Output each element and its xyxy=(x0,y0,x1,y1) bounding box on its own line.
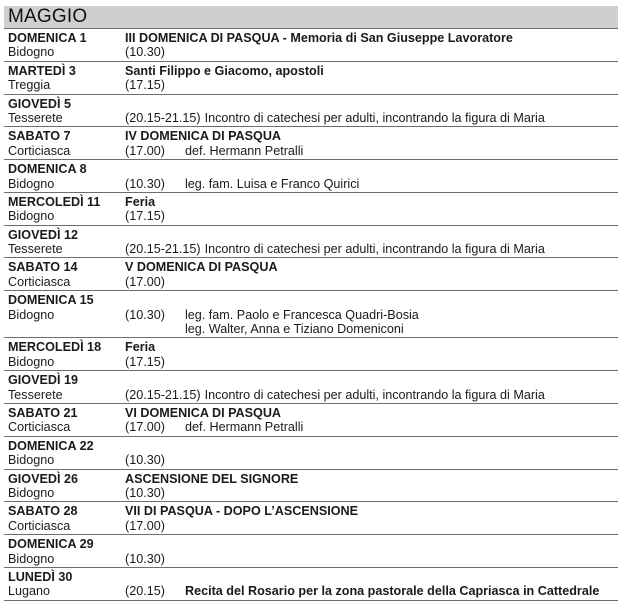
entry-place: Corticiasca xyxy=(8,420,71,435)
schedule-entry xyxy=(4,404,618,437)
schedule-entry xyxy=(4,338,618,371)
entry-list xyxy=(4,29,618,601)
entry-place: Bidogno xyxy=(8,209,55,224)
entry-detail-row xyxy=(8,388,618,402)
entry-note: leg. fam. Luisa e Franco Quirici xyxy=(185,176,360,191)
entry-time: (10.30) xyxy=(125,176,165,191)
entry-time: (17.15) xyxy=(125,354,165,369)
entry-note: Incontro di catechesi per adulti, incontrando la figura di Maria xyxy=(204,110,545,125)
entry-day: DOMENICA 1 xyxy=(8,31,87,45)
entry-title: Feria xyxy=(125,340,156,355)
schedule-entry xyxy=(4,95,618,128)
entry-day-row xyxy=(8,64,618,78)
entry-note-row xyxy=(8,322,618,336)
entry-note: def. Hermann Petralli xyxy=(185,420,304,435)
entry-day: MERCOLEDÌ 11 xyxy=(8,194,101,209)
entry-place: Tesserete xyxy=(8,110,63,125)
entry-day: GIOVEDÌ 26 xyxy=(8,471,78,486)
entry-day: GIOVEDÌ 19 xyxy=(8,373,78,388)
entry-day-row xyxy=(8,293,618,307)
entry-time: (17.15) xyxy=(125,209,165,224)
entry-time: (10.30) xyxy=(125,45,165,60)
entry-day-row xyxy=(8,162,618,176)
entry-day: DOMENICA 29 xyxy=(8,537,94,552)
entry-day-row xyxy=(8,537,618,551)
entry-detail-row xyxy=(8,111,618,125)
entry-place: Tesserete xyxy=(8,387,63,402)
calendar-page xyxy=(4,0,618,601)
entry-place: Corticiasca xyxy=(8,274,71,289)
entry-day: DOMENICA 15 xyxy=(8,293,94,308)
entry-day: SABATO 28 xyxy=(8,504,78,519)
entry-day: DOMENICA 8 xyxy=(8,162,87,177)
entry-day-row xyxy=(8,472,618,486)
entry-detail-row xyxy=(8,275,618,289)
entry-place: Bidogno xyxy=(8,485,55,500)
entry-time: (10.30) xyxy=(125,485,165,500)
entry-place: Bidogno xyxy=(8,354,55,369)
schedule-entry xyxy=(4,291,618,338)
entry-title: III DOMENICA DI PASQUA - Memoria di San Giuseppe Lavoratore xyxy=(125,31,513,45)
entry-time: (17.00) xyxy=(125,274,165,289)
entry-day: MARTEDÌ 3 xyxy=(8,63,76,78)
entry-title: Feria xyxy=(125,194,156,209)
entry-place: Bidogno xyxy=(8,45,55,60)
schedule-entry xyxy=(4,371,618,404)
entry-detail-row xyxy=(8,177,618,191)
entry-title: IV DOMENICA DI PASQUA xyxy=(125,129,282,144)
entry-place: Bidogno xyxy=(8,307,55,322)
schedule-entry xyxy=(4,226,618,259)
entry-title: VII DI PASQUA - DOPO L’ASCENSIONE xyxy=(125,504,359,519)
entry-day: SABATO 21 xyxy=(8,405,78,420)
entry-time: (10.30) xyxy=(125,453,165,468)
entry-title: ASCENSIONE DEL SIGNORE xyxy=(125,471,299,486)
schedule-entry xyxy=(4,127,618,160)
entry-title: VI DOMENICA DI PASQUA xyxy=(125,405,282,420)
month-header: MAGGIO xyxy=(4,6,618,29)
entry-note: Incontro di catechesi per adulti, incontrando la figura di Maria xyxy=(204,387,545,402)
schedule-entry xyxy=(4,502,618,535)
entry-time: (10.30) xyxy=(125,551,165,566)
entry-detail-row xyxy=(8,486,618,500)
entry-title: Santi Filippo e Giacomo, apostoli xyxy=(125,63,324,78)
entry-detail-row xyxy=(8,355,618,369)
entry-day: DOMENICA 22 xyxy=(8,438,94,453)
schedule-entry xyxy=(4,437,618,470)
entry-place: Bidogno xyxy=(8,551,55,566)
entry-time: (10.30) xyxy=(125,307,165,322)
entry-note: leg. fam. Paolo e Francesca Quadri-Bosia xyxy=(185,307,419,322)
entry-note: leg. Walter, Anna e Tiziano Domeniconi xyxy=(185,322,404,337)
entry-time: (17.00) xyxy=(125,143,165,158)
schedule-entry xyxy=(4,535,618,568)
entry-day: SABATO 7 xyxy=(8,129,71,144)
entry-place: Lugano xyxy=(8,584,51,599)
entry-day-row xyxy=(8,195,618,209)
entry-day: MERCOLEDÌ 18 xyxy=(8,340,102,355)
entry-day-row xyxy=(8,31,618,45)
entry-detail-row xyxy=(8,519,618,533)
entry-title: V DOMENICA DI PASQUA xyxy=(125,260,278,275)
entry-time: (17.00) xyxy=(125,518,165,533)
entry-day-row xyxy=(8,406,618,420)
entry-detail-row xyxy=(8,584,618,598)
entry-detail-row xyxy=(8,45,618,59)
schedule-entry xyxy=(4,62,618,95)
entry-place: Corticiasca xyxy=(8,143,71,158)
schedule-entry xyxy=(4,470,618,503)
entry-place: Tesserete xyxy=(8,242,63,257)
entry-time: (20.15) xyxy=(125,584,165,599)
entry-day: SABATO 14 xyxy=(8,260,78,275)
entry-day-row xyxy=(8,570,618,584)
entry-day-row xyxy=(8,129,618,143)
entry-day-row xyxy=(8,340,618,354)
entry-detail-row xyxy=(8,420,618,434)
entry-day: LUNEDÌ 30 xyxy=(8,569,73,584)
entry-detail-row xyxy=(8,242,618,256)
entry-place: Corticiasca xyxy=(8,518,71,533)
entry-detail-row xyxy=(8,308,618,322)
entry-place: Bidogno xyxy=(8,453,55,468)
schedule-entry xyxy=(4,160,618,193)
entry-note: def. Hermann Petralli xyxy=(185,143,304,158)
entry-note: Incontro di catechesi per adulti, incontrando la figura di Maria xyxy=(204,242,545,257)
entry-day-row xyxy=(8,97,618,111)
schedule-entry xyxy=(4,258,618,291)
schedule-entry xyxy=(4,568,618,601)
entry-time: (17.00) xyxy=(125,420,165,435)
entry-time: (20.15-21.15) xyxy=(125,242,201,257)
entry-day-row xyxy=(8,439,618,453)
entry-day-row xyxy=(8,260,618,274)
entry-day: GIOVEDÌ 5 xyxy=(8,96,71,111)
entry-time: (20.15-21.15) xyxy=(125,387,201,402)
schedule-entry xyxy=(4,29,618,62)
entry-detail-row xyxy=(8,453,618,467)
entry-detail-row xyxy=(8,552,618,566)
entry-detail-row xyxy=(8,209,618,223)
entry-day-row xyxy=(8,504,618,518)
entry-time: (20.15-21.15) xyxy=(125,110,201,125)
entry-day-row xyxy=(8,228,618,242)
entry-detail-row xyxy=(8,78,618,92)
entry-place-spacer xyxy=(8,322,125,336)
entry-place: Treggia xyxy=(8,78,51,93)
entry-time: (17.15) xyxy=(125,78,165,93)
entry-time-spacer xyxy=(125,322,185,336)
entry-place: Bidogno xyxy=(8,176,55,191)
entry-day-row xyxy=(8,373,618,387)
entry-detail-row xyxy=(8,144,618,158)
schedule-entry xyxy=(4,193,618,226)
entry-note: Recita del Rosario per la zona pastorale della Capriasca in Cattedrale xyxy=(185,584,600,599)
entry-day: GIOVEDÌ 12 xyxy=(8,227,78,242)
